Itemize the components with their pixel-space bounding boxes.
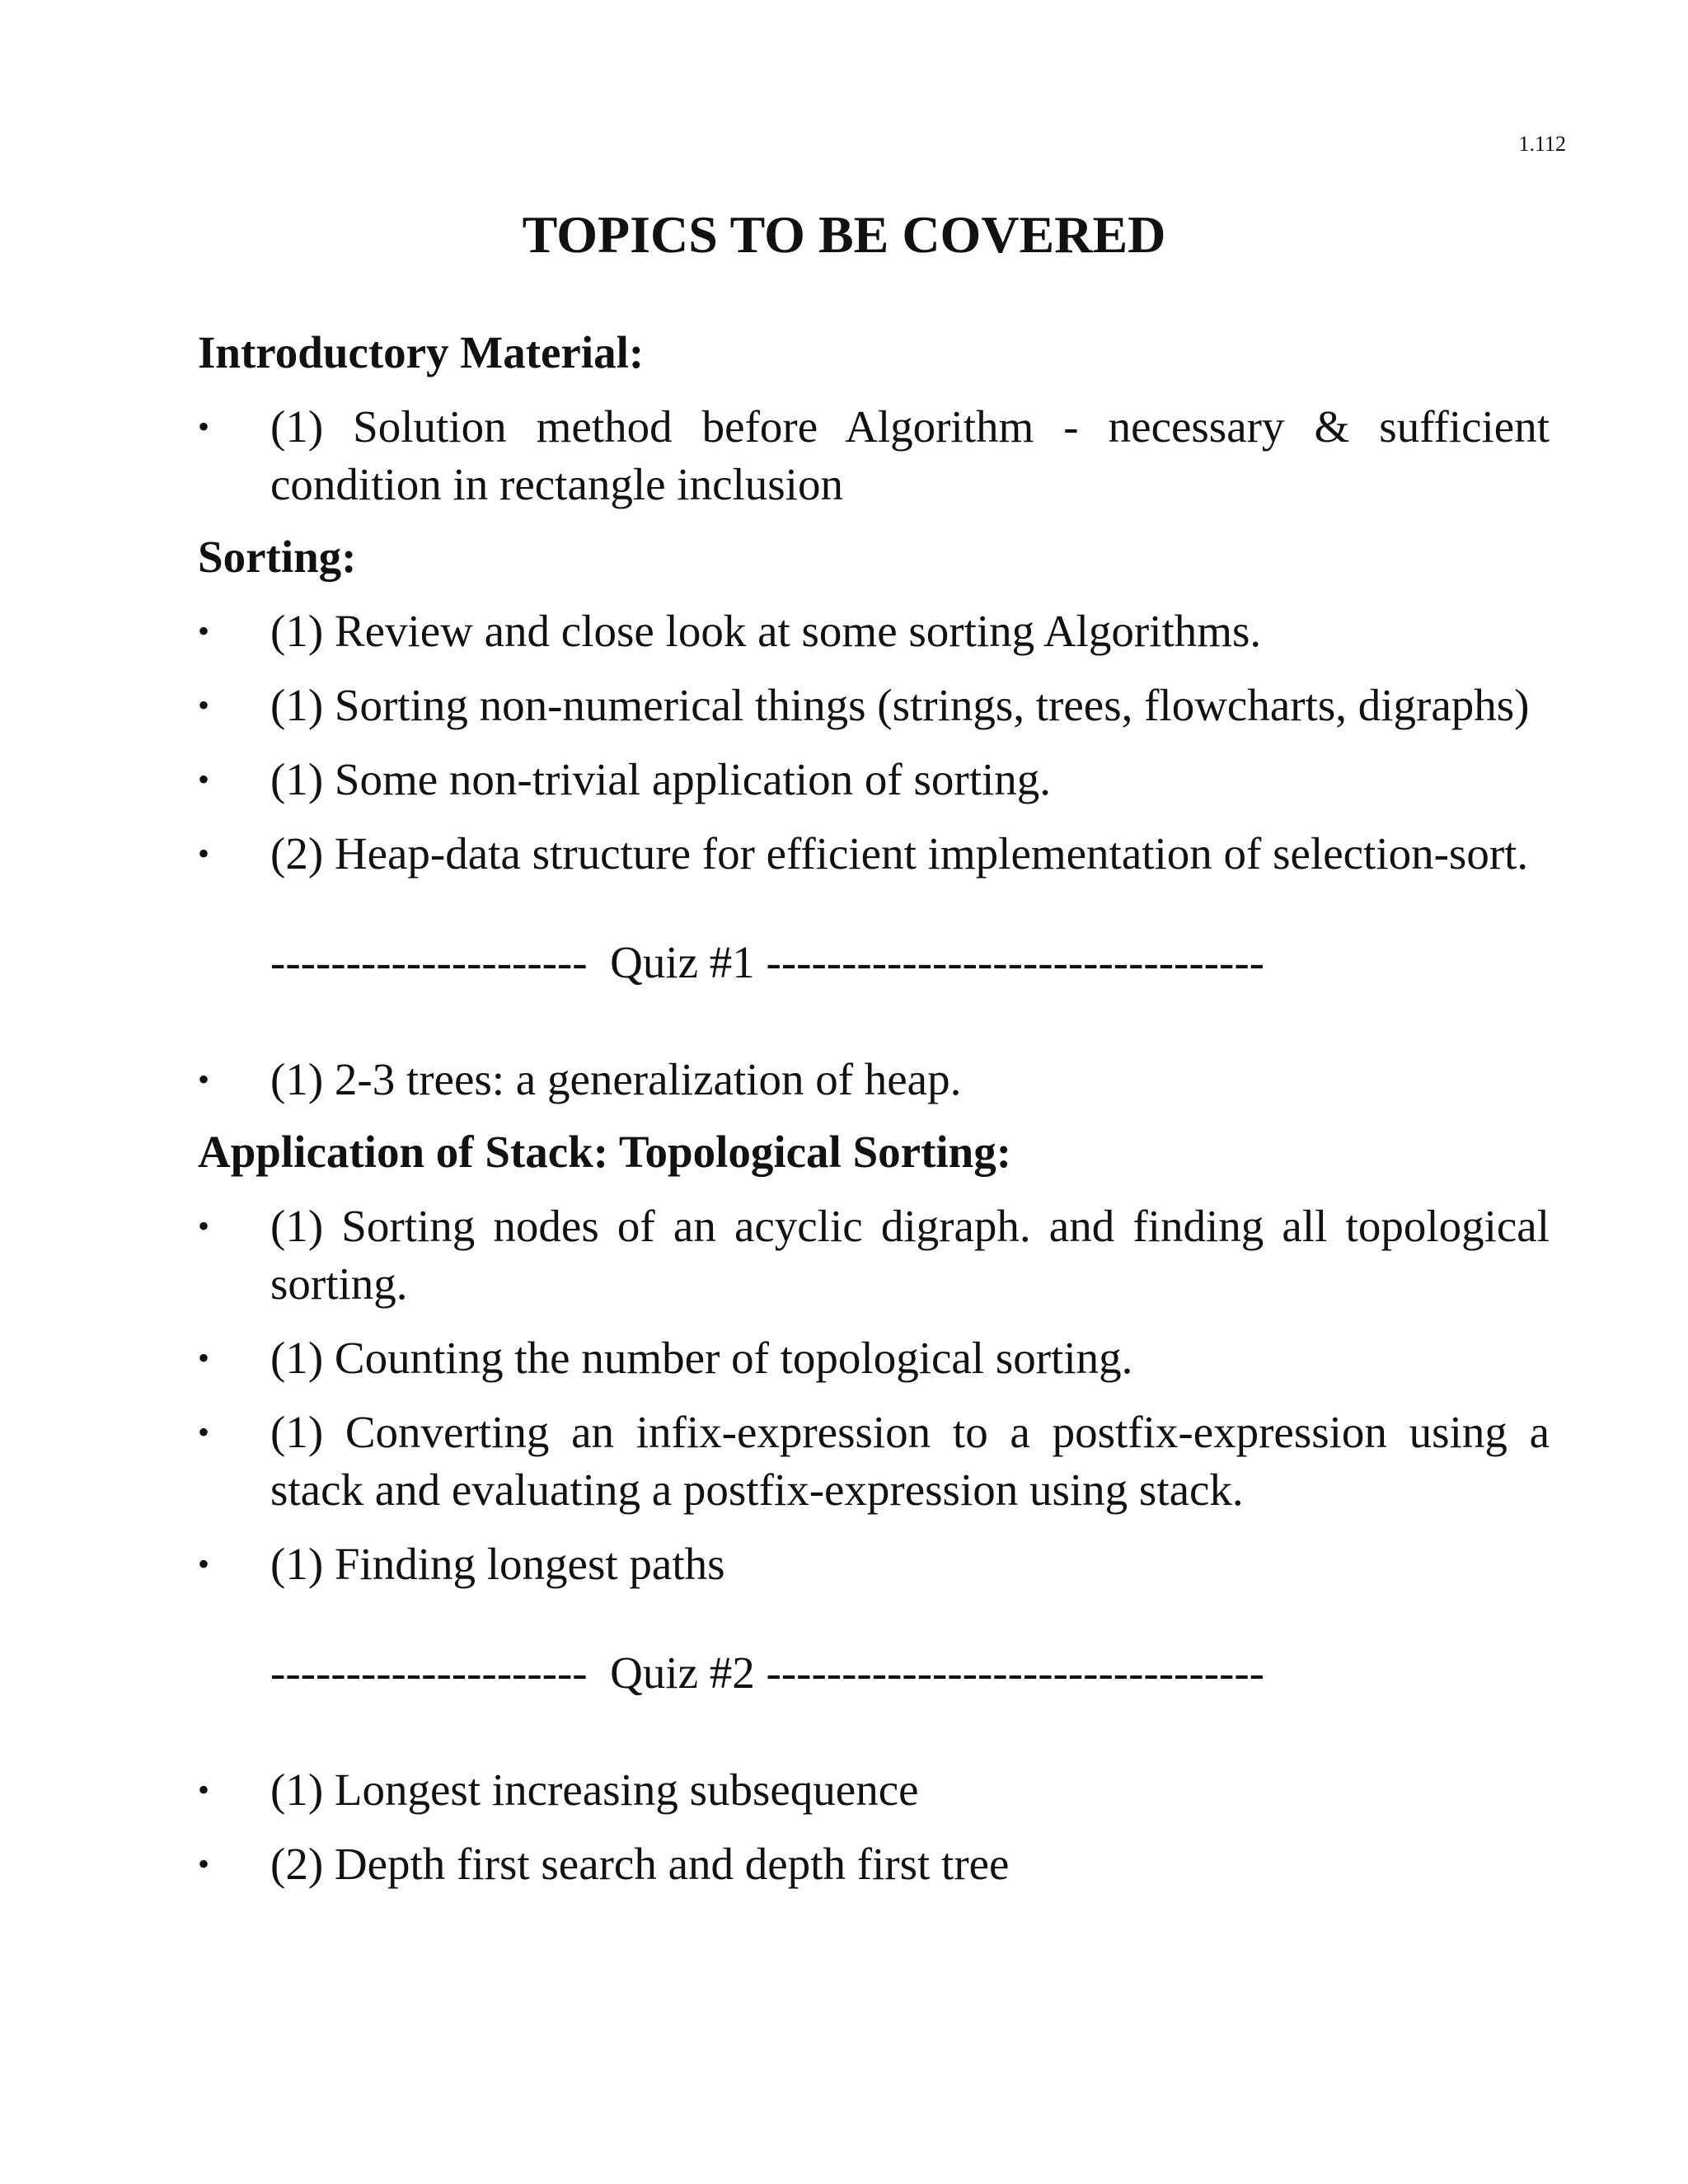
list-item-text: (2) Depth first search and depth first tree <box>270 1839 1010 1889</box>
section-heading-introductory: Introductory Material: <box>198 327 645 377</box>
section-heading-sorting: Sorting: <box>198 532 357 582</box>
bullet-icon: • <box>198 612 210 649</box>
bullet-icon: • <box>198 408 210 445</box>
list-item <box>198 1535 1550 1593</box>
list-item <box>198 1404 1550 1519</box>
list-item-text: (1) Solution method before Algorithm - necessary & sufficient condition in rectangle inclusion <box>270 401 1550 509</box>
list-item <box>198 1051 1550 1108</box>
list-item <box>198 602 1550 660</box>
list-item-text: (1) 2-3 trees: a generalization of heap. <box>270 1054 962 1104</box>
quiz-divider-1: --------------------- Quiz #1 --------------------------------- <box>270 937 1264 987</box>
list-item <box>198 677 1550 734</box>
list-item <box>198 1197 1550 1313</box>
list-item-text: (1) Counting the number of topological sorting. <box>270 1333 1133 1383</box>
bullet-icon: • <box>198 1771 210 1808</box>
bullet-icon: • <box>198 1413 210 1451</box>
list-item-text: (1) Some non-trivial application of sorting. <box>270 754 1052 804</box>
page-title: TOPICS TO BE COVERED <box>522 205 1166 264</box>
list-item-text: (1) Longest increasing subsequence <box>270 1765 919 1815</box>
list-item-text: (1) Sorting nodes of an acyclic digraph. and finding all topological sorting. <box>270 1201 1550 1309</box>
bullet-icon: • <box>198 1339 210 1376</box>
list-item-text: (1) Sorting non-numerical things (strings, trees, flowcharts, digraphs) <box>270 680 1530 730</box>
bullet-icon: • <box>198 835 210 872</box>
bullet-icon: • <box>198 1545 210 1582</box>
list-item-text: (1) Converting an infix-expression to a postfix-expression using a stack and evaluating a postfix-expression using stack. <box>270 1407 1550 1515</box>
list-item <box>198 1761 1550 1819</box>
list-item <box>198 751 1550 808</box>
page-number: 1.112 <box>1518 132 1566 156</box>
bullet-icon: • <box>198 1845 210 1882</box>
list-item <box>198 398 1550 513</box>
bullet-icon: • <box>198 1207 210 1244</box>
quiz-divider-2: --------------------- Quiz #2 --------------------------------- <box>270 1647 1264 1698</box>
list-item <box>198 1835 1550 1893</box>
list-item-text: (1) Review and close look at some sorting Algorithms. <box>270 606 1262 656</box>
bullet-icon: • <box>198 761 210 798</box>
topics-list <box>198 326 1550 1910</box>
list-item-text: (2) Heap-data structure for efficient implementation of selection-sort. <box>270 828 1529 879</box>
list-item-text: (1) Finding longest paths <box>270 1539 725 1589</box>
bullet-icon: • <box>198 687 210 724</box>
list-item <box>198 1329 1550 1387</box>
bullet-icon: • <box>198 1061 210 1098</box>
list-item <box>198 825 1550 883</box>
section-heading-stack: Application of Stack: Topological Sorting: <box>198 1127 1012 1177</box>
